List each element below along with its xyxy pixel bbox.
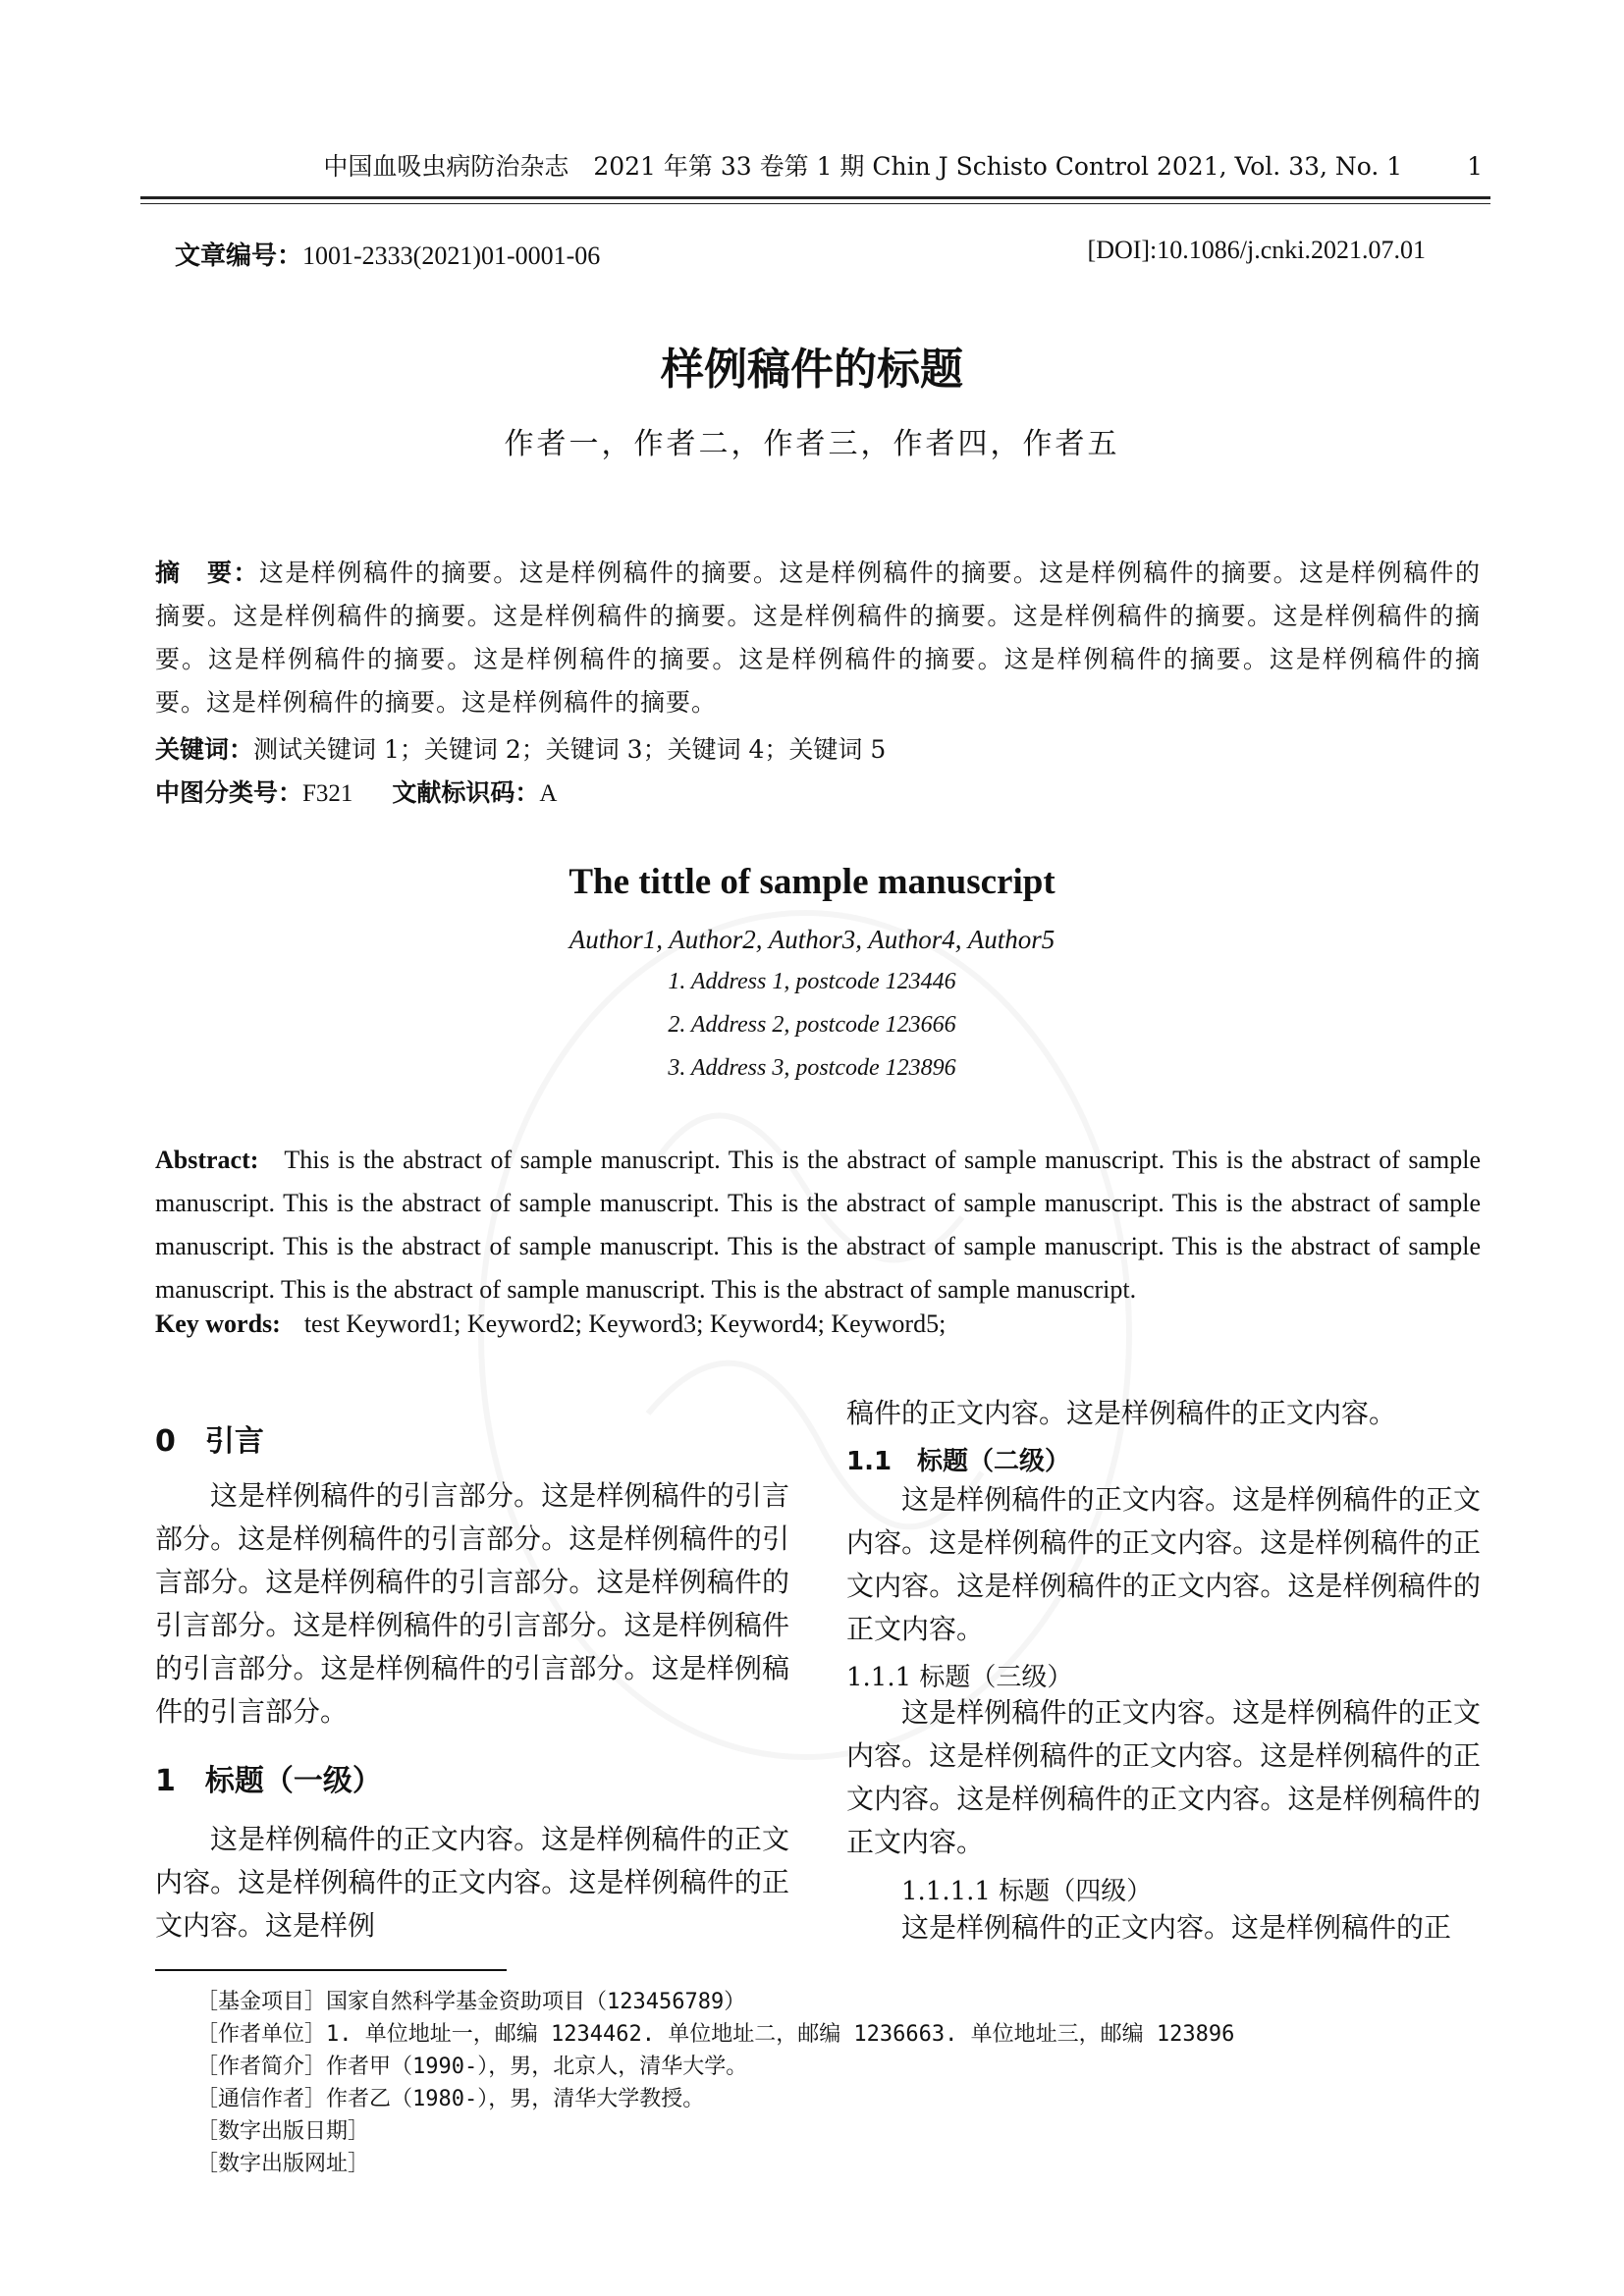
footnote-funding: ［基金项目］国家自然科学基金资助项目（123456789） <box>196 1990 746 2014</box>
section-1-paragraph: 这是样例稿件的正文内容。这是样例稿件的正文内容。这是样例稿件的正文内容。这是样例稿件的正文内容。这是样例 <box>155 1823 789 1942</box>
article-number-value: 1001-2333(2021)01-0001-06 <box>302 241 601 270</box>
page-number: 1 <box>1467 152 1483 181</box>
clc-value: F321 <box>302 780 353 807</box>
footnote-corresponding: ［通信作者］作者乙（1980-），男，清华大学教授。 <box>196 2087 705 2111</box>
running-header <box>137 147 1483 183</box>
cn-keywords-label: 关键词： <box>155 735 254 764</box>
section-0-heading: 0 引言 <box>155 1424 264 1459</box>
cn-abstract-label: 摘 要： <box>155 559 259 587</box>
footnote-pub-date: ［数字出版日期］ <box>196 2119 370 2144</box>
en-keywords-text: test Keyword1; Keyword2; Keyword3; Keyword4; Keyword5; <box>303 1309 947 1338</box>
footnote-affiliation: ［作者单位］1. 单位地址一，邮编 1234462. 单位地址二，邮编 1236663. 单位地址三，邮编 123896 <box>196 2022 1235 2047</box>
section-1-1-1-1-paragraph: 这是样例稿件的正文内容。这是样例稿件的正 <box>901 1911 1452 1944</box>
section-1-1-1-heading: 1.1.1 标题（三级） <box>846 1663 1073 1692</box>
section-0-paragraph: 这是样例稿件的引言部分。这是样例稿件的引言部分。这是样例稿件的引言部分。这是样例稿件的引言部分。这是样例稿件的引言部分。这是样例稿件的引言部分。这是样例稿件的引言部分。这是样例稿件的引言部分。这是样例稿件的引言部分。这是样例稿件的引言部分。 <box>155 1479 789 1728</box>
footnote-author-bio: ［作者简介］作者甲（1990-），男，北京人，清华大学。 <box>196 2055 748 2079</box>
doc-code-label: 文献标识码： <box>392 778 540 807</box>
section-1-1-1-1-body <box>846 1906 1481 1949</box>
header-rule-thin <box>140 203 1490 204</box>
article-number <box>175 236 600 272</box>
section-1-1-1-1-heading: 1.1.1.1 标题（四级） <box>901 1877 1153 1906</box>
footnote-pub-url: ［数字出版网址］ <box>196 2152 370 2176</box>
cn-abstract-text: 这是样例稿件的摘要。这是样例稿件的摘要。这是样例稿件的摘要。这是样例稿件的摘要。这是样例稿件的摘要。这是样例稿件的摘要。这是样例稿件的摘要。这是样例稿件的摘要。这是样例稿件的摘要。这是样例稿件的摘要。这是样例稿件的摘要。这是样例稿件的摘要。这是样例稿件的摘要。这是样例稿件的摘要。这是样例稿件的摘要。这是样例稿件的摘要。这是样例稿件的摘要。 <box>155 559 1481 717</box>
header-rule-thick <box>140 196 1490 199</box>
cn-keywords-text: 测试关键词 1；关键词 2；关键词 3；关键词 4；关键词 5 <box>253 735 887 764</box>
en-address-3: 3. Address 3, postcode 123896 <box>668 1055 956 1081</box>
clc-label: 中图分类号： <box>155 778 303 807</box>
en-authors: Author1, Author2, Author3, Author4, Author5 <box>568 925 1056 954</box>
section-0-body <box>155 1474 789 1734</box>
cn-keywords <box>155 730 886 766</box>
section-1-body-cont <box>846 1392 1481 1435</box>
section-1-1-1-paragraph: 这是样例稿件的正文内容。这是样例稿件的正文内容。这是样例稿件的正文内容。这是样例稿件的正文内容。这是样例稿件的正文内容。这是样例稿件的正文内容。 <box>846 1696 1481 1858</box>
section-1-1-heading: 1.1 标题（二级） <box>846 1447 1071 1476</box>
en-title: The tittle of sample manuscript <box>568 862 1056 902</box>
en-abstract-text: This is the abstract of sample manuscript. This is the abstract of sample manuscript. This is the abstract of sample manuscript. This is the abstract of sample manuscript. This is the abstract of sample manuscript. This is the abstract of sample manuscript. This is the abstract of sample manuscript. This is the abstract of sample manuscript. This is the abstract of sample manuscript. This is the abstract of sample manuscript. This is the abstract of sample manuscript. <box>155 1146 1481 1304</box>
cn-classification <box>155 774 557 809</box>
doi: [DOI]:10.1086/j.cnki.2021.07.01 <box>1087 236 1426 264</box>
section-1-continued: 稿件的正文内容。这是样例稿件的正文内容。 <box>846 1397 1397 1429</box>
footnote-rule <box>155 1969 507 1971</box>
section-1-1-paragraph: 这是样例稿件的正文内容。这是样例稿件的正文内容。这是样例稿件的正文内容。这是样例稿件的正文内容。这是样例稿件的正文内容。这是样例稿件的正文内容。 <box>846 1483 1481 1645</box>
running-head-text: 中国血吸虫病防治杂志 2021 年第 33 卷第 1 期 Chin J Schisto Control 2021, Vol. 33, No. 1 <box>323 152 1403 181</box>
section-1-body <box>155 1818 789 1948</box>
article-number-label: 文章编号： <box>175 241 303 271</box>
en-address-1: 1. Address 1, postcode 123446 <box>668 969 956 994</box>
en-address-2: 2. Address 2, postcode 123666 <box>668 1012 956 1038</box>
section-1-heading: 1 标题（一级） <box>155 1764 382 1798</box>
en-abstract-label: Abstract: <box>155 1146 259 1174</box>
cn-title: 样例稿件的标题 <box>661 345 963 395</box>
doc-code-value: A <box>539 780 558 807</box>
cn-abstract <box>155 552 1481 724</box>
section-1-1-body <box>846 1478 1481 1651</box>
section-1-1-1-body <box>846 1691 1481 1864</box>
cn-authors: 作者一，作者二，作者三，作者四，作者五 <box>504 427 1120 461</box>
en-keywords-label: Key words: <box>155 1309 281 1338</box>
